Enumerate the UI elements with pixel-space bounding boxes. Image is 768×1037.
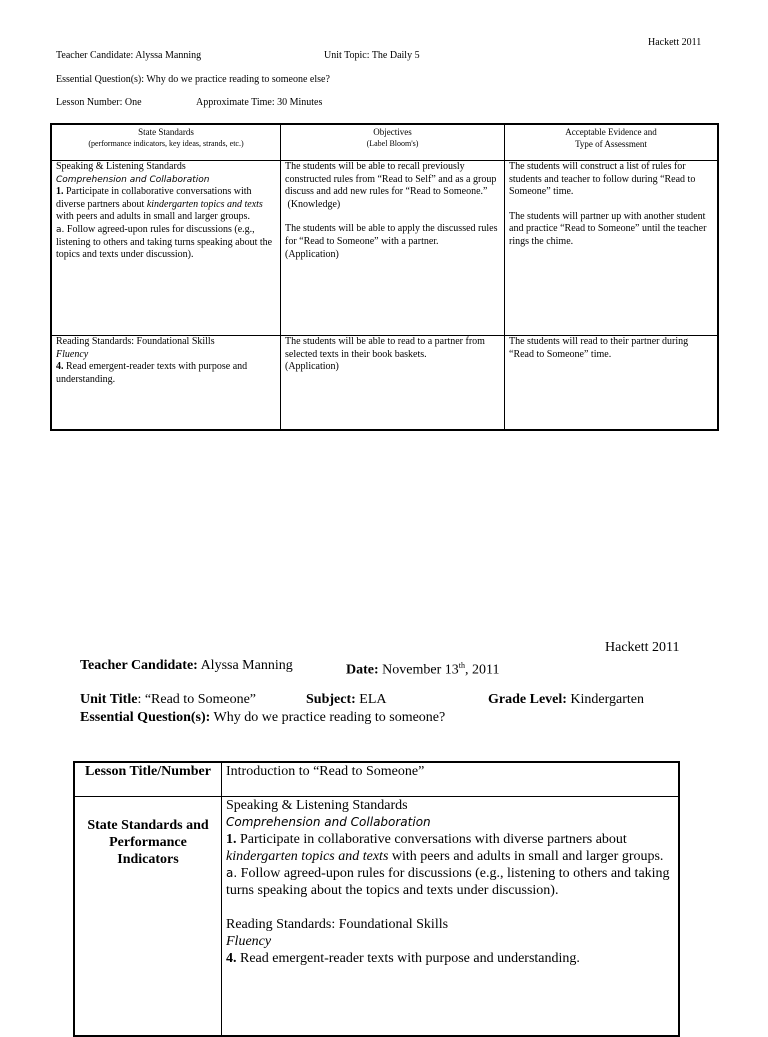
objective-label: (Application) — [285, 361, 339, 373]
header-subtitle: (Label Bloom's) — [366, 139, 419, 148]
evidence-cell — [505, 336, 719, 430]
standard-text-part: Read emergent-reader texts with purpose and understanding. — [56, 361, 248, 385]
standard-title: Speaking & Listening Standards — [56, 161, 186, 172]
objectives-cell — [281, 336, 505, 430]
standard-title: Reading Standards: Foundational Skills — [56, 336, 215, 347]
sub-letter: a. — [226, 865, 238, 880]
standards-cell — [51, 336, 281, 430]
standard-number: 4. — [226, 950, 237, 966]
teacher-candidate-line: Teacher Candidate: Alyssa Manning — [56, 50, 202, 61]
objectives-cell — [281, 161, 505, 336]
sub-text: Follow agreed-upon rules for discussions (e.g., listening to others and taking turns speaking about the topics and texts under discussion). — [56, 223, 273, 261]
unit-title-label: Unit Title — [80, 692, 138, 707]
essential-question-line: Essential Question(s): Why do we practice reading to someone else? — [56, 74, 330, 85]
lesson-standards-table — [50, 123, 719, 431]
standard-text-part: with peers and adults in small and larger groups. — [388, 848, 664, 864]
page2-header-right: Hackett 2011 — [605, 640, 680, 655]
standard-text — [226, 831, 674, 865]
grade-level — [488, 691, 644, 708]
standards-content — [222, 796, 680, 1036]
subject-label: Subject: — [306, 692, 356, 707]
page1-header-right: Hackett 2011 — [648, 37, 702, 48]
header-subtitle: (performance indicators, key ideas, strands, etc.) — [88, 139, 244, 148]
table-header-objectives — [281, 124, 505, 161]
standard-italic: kindergarten topics and texts — [146, 198, 263, 210]
evidence-text: The students will partner up with another student and practice “Read to Someone” until the teacher rings the chime. — [509, 210, 707, 247]
lesson-date — [346, 657, 499, 679]
standard-title: Speaking & Listening Standards — [226, 797, 408, 813]
reading-standard-text — [226, 950, 674, 967]
sub-text: Follow agreed-upon rules for discussions (e.g., listening to others and taking turns speaking about the topics and texts under discussion). — [226, 865, 670, 898]
standard-number: 1. — [226, 831, 237, 847]
sub-letter: a. — [56, 224, 65, 235]
table-header-standards — [51, 124, 281, 161]
standard-text-part: with peers and adults in small and larger groups. — [56, 211, 250, 223]
header-title: Acceptable Evidence and — [565, 127, 657, 137]
date-year: , 2011 — [464, 662, 500, 678]
eq-value: Why do we practice reading to someone? — [210, 710, 446, 725]
unit-title — [80, 691, 256, 708]
date-value: November 13 — [378, 662, 459, 678]
grade-label: Grade Level: — [488, 692, 567, 707]
standard-number: 4. — [56, 361, 64, 373]
teacher-label: Teacher Candidate: — [80, 658, 198, 673]
teacher-candidate — [80, 657, 293, 674]
standard-text-part: Participate in collaborative conversations with diverse partners about — [56, 186, 252, 210]
standard-subtitle: Fluency — [56, 348, 89, 360]
objective-label: (Knowledge) — [285, 198, 341, 210]
standard-sub-a — [226, 865, 674, 899]
standard-number: 1. — [56, 186, 64, 198]
header-subtitle: Type of Assessment — [575, 139, 647, 149]
standard-subtitle: Comprehension and Collaboration — [226, 814, 431, 829]
objective-label: (Application) — [285, 248, 339, 260]
standards-label: State Standards and Performance Indicators — [74, 796, 222, 1036]
evidence-text: The students will read to their partner during “Read to Someone” time. — [509, 336, 689, 360]
lesson-plan-table — [73, 761, 680, 1037]
lesson-number-line: Lesson Number: One — [56, 97, 142, 108]
approximate-time-line: Approximate Time: 30 Minutes — [196, 97, 323, 108]
grade-value: Kindergarten — [566, 692, 645, 707]
evidence-cell — [505, 161, 719, 336]
standard-italic: kindergarten topics and texts — [226, 848, 389, 864]
reading-standard-subtitle: Fluency — [226, 933, 272, 949]
date-label: Date: — [346, 662, 379, 678]
standards-cell — [51, 161, 281, 336]
teacher-value: Alyssa Manning — [197, 658, 293, 673]
header-title: Objectives — [373, 127, 412, 137]
standard-text-part: Participate in collaborative conversations with diverse partners about — [236, 831, 627, 847]
header-title: State Standards — [138, 127, 194, 137]
evidence-text: The students will construct a list of rules for students and teacher to follow during “Read to Someone” time. — [509, 161, 696, 198]
unit-title-value: : “Read to Someone” — [137, 692, 257, 707]
objective-text: The students will be able to apply the discussed rules for “Read to Someone” with a partner. — [285, 223, 498, 247]
subject — [306, 691, 387, 708]
table-header-evidence — [505, 124, 719, 161]
standard-text — [56, 186, 276, 224]
lesson-title-value: Introduction to “Read to Someone” — [222, 762, 680, 796]
standard-subtitle: Comprehension and Collaboration — [56, 174, 210, 185]
lesson-title-label: Lesson Title/Number — [74, 762, 222, 796]
standard-text-part: Read emergent-reader texts with purpose and understanding. — [236, 950, 580, 966]
subject-value: ELA — [355, 692, 387, 707]
unit-topic-line: Unit Topic: The Daily 5 — [324, 50, 420, 61]
date-suffix: th — [458, 661, 465, 670]
standard-text — [56, 361, 276, 386]
eq-label: Essential Question(s): — [80, 710, 211, 725]
essential-question — [80, 709, 445, 726]
standard-sub-a — [56, 224, 276, 262]
reading-standard-title: Reading Standards: Foundational Skills — [226, 916, 449, 932]
objective-text: The students will be able to recall previously constructed rules from “Read to Self” and as a group discuss and add new rules for “Read to Someone.” — [285, 161, 497, 198]
objective-text: The students will be able to read to a partner from selected texts in their book baskets. — [285, 336, 485, 360]
